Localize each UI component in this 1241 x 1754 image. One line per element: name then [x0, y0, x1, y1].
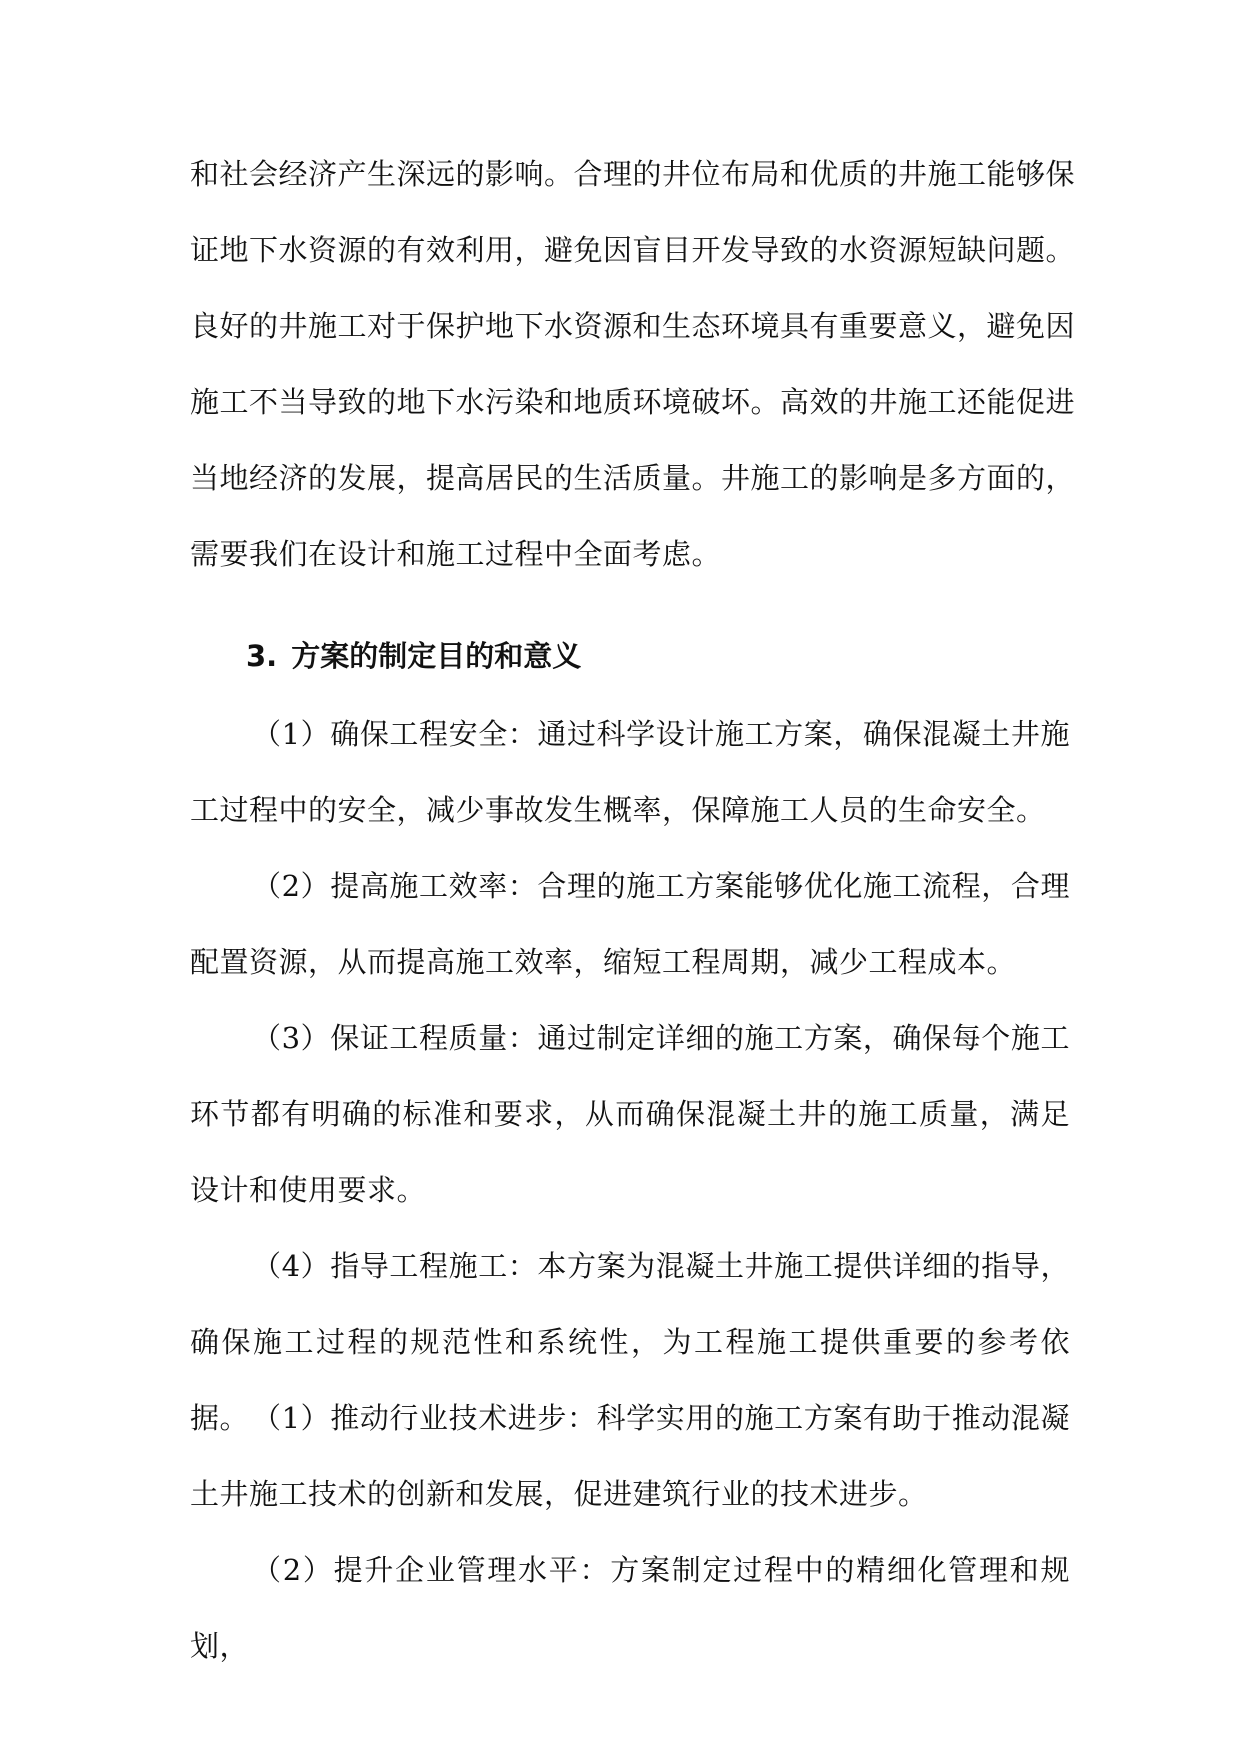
section-title: 方案的制定目的和意义	[291, 639, 582, 673]
list-item: （2）提升企业管理水平：方案制定过程中的精细化管理和规划，	[190, 1553, 1070, 1663]
section-heading	[246, 618, 581, 694]
section-number: 3.	[246, 639, 278, 673]
list-item: （2）提高施工效率：合理的施工方案能够优化施工流程，合理配置资源，从而提高施工效率，缩短工程周期，减少工程成本。	[190, 869, 1070, 979]
list-item: （1）确保工程安全：通过科学设计施工方案，确保混凝土井施工过程中的安全，减少事故发生概率，保障施工人员的生命安全。	[190, 717, 1070, 827]
list-item: （1）推动行业技术进步：科学实用的施工方案有助于推动混凝土井施工技术的创新和发展，促进建筑行业的技术进步。	[190, 1401, 1070, 1511]
intro-paragraph: 和社会经济产生深远的影响。合理的井位布局和优质的井施工能够保证地下水资源的有效利用，避免因盲目开发导致的水资源短缺问题。良好的井施工对于保护地下水资源和生态环境具有重要意义，避免因施工不当导致的地下水污染和地质环境破坏。高效的井施工还能促进当地经济的发展，提高居民的生活质量。井施工的影响是多方面的，需要我们在设计和施工过程中全面考虑。	[190, 157, 1076, 571]
list-item: （4）指导工程施工：本方案为混凝土井施工提供详细的指导，确保施工过程的规范性和系统性，为工程施工提供重要的参考依据。	[190, 1249, 1070, 1435]
list-item: （3）保证工程质量：通过制定详细的施工方案，确保每个施工环节都有明确的标准和要求，从而确保混凝土井的施工质量，满足设计和使用要求。	[190, 1021, 1070, 1207]
